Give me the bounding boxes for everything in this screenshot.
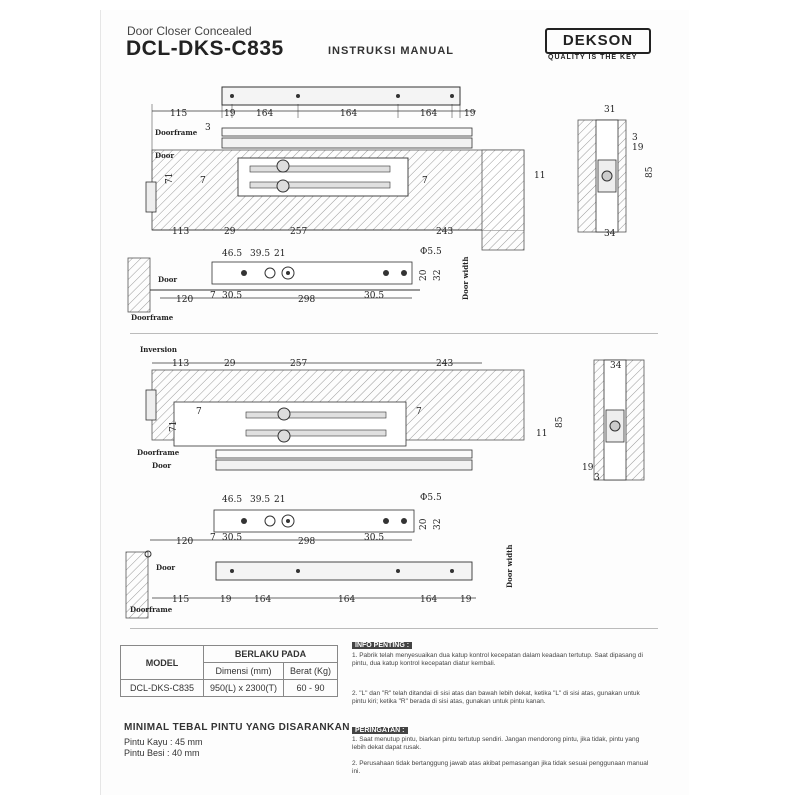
info-note: 2. "L" dan "R" telah ditandai di sisi atas dan bawah lebih dekat, ketika "L" di sisi atas, gunakan untuk pintu kiri; ketika "R" berada di sisi atas, gunakan untuk pintu kanan. [352, 690, 640, 705]
dim-label: 164 [420, 109, 438, 119]
dim-label: 19 [224, 109, 236, 119]
dim-label: 46.5 [222, 495, 243, 505]
wood-label: Pintu Kayu [124, 737, 168, 747]
dim-label: 19 [632, 143, 644, 153]
dim-label: 71 [169, 420, 179, 432]
dim-label: 7 [196, 407, 202, 417]
dim-label: 32 [433, 518, 443, 530]
arm-channel-top [222, 87, 460, 105]
dim-label: 115 [172, 595, 190, 605]
dim-label: 29 [224, 227, 236, 237]
manual-title: INSTRUKSI MANUAL [328, 45, 454, 57]
dim-label: 39.5 [250, 495, 271, 505]
dim-label: 85 [645, 166, 655, 178]
dim-label: 164 [338, 595, 356, 605]
dim-label: 113 [172, 227, 190, 237]
dim-label: 19 [220, 595, 232, 605]
dim-label: 164 [420, 595, 438, 605]
dim-label: 32 [433, 269, 443, 281]
dim-label: 164 [256, 109, 274, 119]
dim-label: 164 [254, 595, 272, 605]
door-label: Door [158, 275, 178, 284]
dim-label: 19 [464, 109, 476, 119]
dim-label: 19 [582, 463, 594, 473]
spec-table [120, 645, 338, 697]
spec-col-dimension: Dimensi (mm) [204, 663, 284, 680]
warning-heading: PERINGATAN : [352, 727, 408, 734]
arm-channel-bottom [216, 562, 472, 580]
dim-label: 7 [210, 533, 216, 543]
dim-label: 3 [205, 123, 211, 133]
brand-logo: DEKSON [545, 28, 651, 54]
dim-label: 257 [290, 359, 308, 369]
pivot-hinge [146, 182, 156, 212]
doorframe-label: Doorframe [137, 448, 180, 457]
dim-label: 85 [555, 416, 565, 428]
dim-label: 29 [224, 359, 236, 369]
dim-label: 46.5 [222, 249, 243, 259]
dim-label: 243 [436, 359, 454, 369]
inversion-label: Inversion [140, 345, 177, 354]
door-label: Door [156, 563, 176, 572]
dim-label: 120 [176, 295, 194, 305]
bottom-inversion-drawing [126, 345, 644, 618]
dim-label: 39.5 [250, 249, 271, 259]
door-width-label: Door width [461, 256, 470, 300]
dim-label: 7 [422, 176, 428, 186]
warning-note: 2. Perusahaan tidak bertanggung jawab atas akibat pemasangan jika tidak sesuai penggunaan manual ini. [352, 760, 649, 775]
doorframe-label: Doorframe [130, 605, 173, 614]
doorframe-strip [222, 128, 472, 136]
spec-row-dimension: 950(L) x 2300(T) [204, 680, 284, 697]
dim-label: 257 [290, 227, 308, 237]
dim-label: 34 [610, 361, 622, 371]
dim-label: Φ5.5 [420, 493, 442, 503]
dim-label: 11 [534, 171, 546, 181]
dim-label: 115 [170, 109, 188, 119]
info-penting-heading: INFO PENTING : [352, 642, 412, 649]
dim-label: 7 [416, 407, 422, 417]
info-note: 1. Pabrik telah menyesuaikan dua katup kontrol kecepatan dalam keadaan tertutup. Saat dipasang di pintu, dua katup kontrol kecepatan diatur kembali. [352, 652, 643, 667]
brand-tagline: QUALITY IS THE KEY [548, 54, 638, 61]
dim-label: 298 [298, 537, 316, 547]
wood-value: : 45 mm [170, 737, 203, 747]
dim-label: 7 [200, 176, 206, 186]
closer-body [174, 402, 406, 446]
doorframe-label: Doorframe [131, 313, 174, 322]
dim-label: 34 [604, 229, 616, 239]
model-code-title: DCL-DKS-C835 [126, 37, 284, 60]
steel-value: : 40 mm [167, 748, 200, 758]
dim-label: 7 [210, 291, 216, 301]
dim-label: 11 [536, 429, 548, 439]
spec-col-model: MODEL [121, 646, 204, 680]
dim-label: 113 [172, 359, 190, 369]
dim-label: 19 [460, 595, 472, 605]
dim-label: 243 [436, 227, 454, 237]
dim-label: 3 [632, 133, 638, 143]
spec-col-weight: Berat (Kg) [284, 663, 338, 680]
dim-label: 31 [604, 105, 616, 115]
door-width-label: Door width [505, 544, 514, 588]
product-subtitle: Door Closer Concealed [127, 24, 252, 38]
warning-note: 1. Saat menutup pintu, biarkan pintu tertutup sendiri. Jangan mendorong pintu, jika tidak, pintu yang lebih dekat dapat rusak. [352, 736, 640, 751]
min-thickness-steel [124, 748, 200, 758]
min-thickness-title: MINIMAL TEBAL PINTU YANG DISARANKAN [124, 722, 350, 733]
door-label: Door [155, 151, 175, 160]
dim-label: 20 [419, 269, 429, 281]
top-installation-drawing [128, 87, 655, 322]
dim-label: 30.5 [222, 533, 243, 543]
dim-label: 71 [165, 172, 175, 184]
dim-label: Φ5.5 [420, 247, 442, 257]
spec-group-header: BERLAKU PADA [204, 646, 338, 663]
dim-label: 164 [340, 109, 358, 119]
dim-label: 21 [274, 249, 286, 259]
door-label: Door [152, 461, 172, 470]
dim-label: 30.5 [364, 291, 385, 301]
dim-label: 30.5 [364, 533, 385, 543]
dim-label: 120 [176, 537, 194, 547]
dim-label: 3 [594, 473, 600, 483]
doorframe-label: Doorframe [155, 128, 198, 137]
closer-body [238, 158, 408, 196]
min-thickness-wood [124, 737, 203, 747]
dim-label: 21 [274, 495, 286, 505]
spec-row-model: DCL-DKS-C835 [121, 680, 204, 697]
dim-label: 298 [298, 295, 316, 305]
spec-row-weight: 60 - 90 [284, 680, 338, 697]
steel-label: Pintu Besi [124, 748, 165, 758]
dim-label: 20 [419, 518, 429, 530]
dim-label: 30.5 [222, 291, 243, 301]
